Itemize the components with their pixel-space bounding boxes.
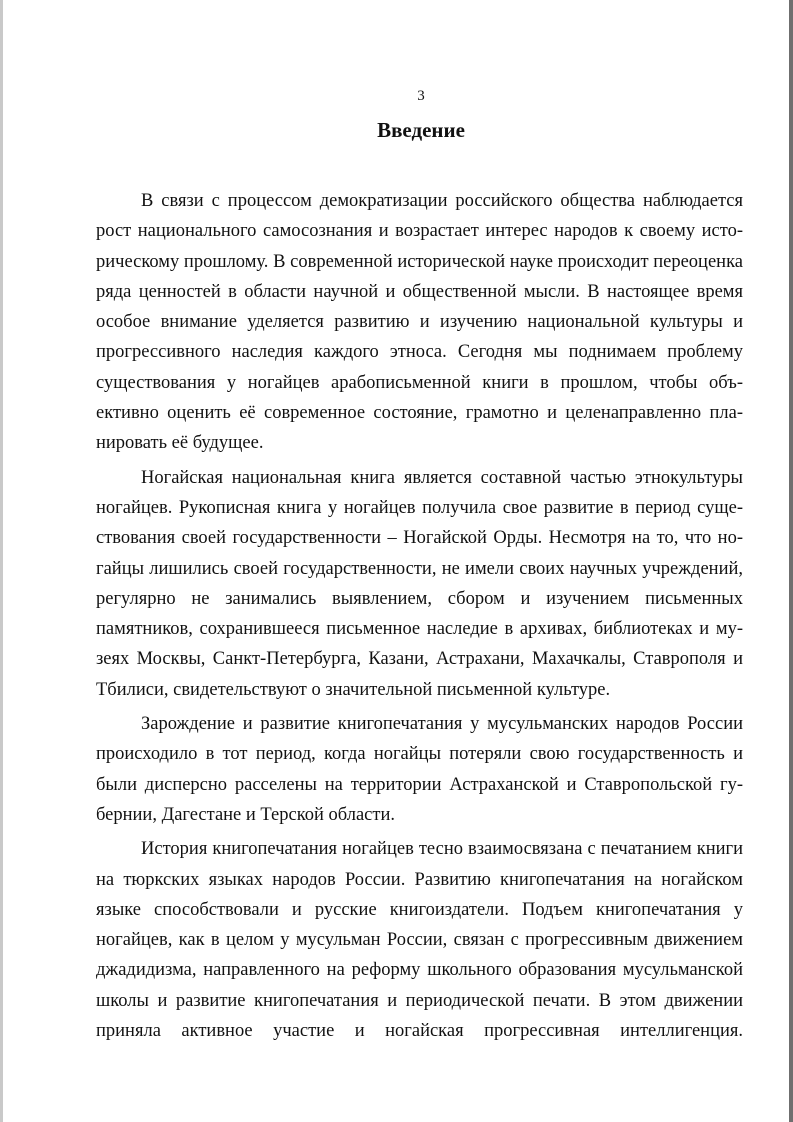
paragraph-3: Зарождение и развитие книгопечатания у мусульманских народов России происходило в тот период, когда ногайцы потеряли свою государственность и были дисперсно расселены на территории Астраханской и Ставропольской губернии, Дагестане и Терской области. [96, 714, 743, 825]
scan-edge-left [0, 0, 3, 1122]
scan-edge-right [789, 0, 793, 1122]
paragraph-1: В связи с процессом демократизации российского общества наблюдается рост национального самосознания и возрастает интерес народов к своему историческому прошлому. В современной исторической науке происходит переоценка ряда ценностей в области научной и общественной мысли. В настоящее время особое внимание уделяется развитию и изучению национальной культуры и прогрессивного наследия каждого этноса. Сегодня мы поднимаем проблему существования у ногайцев арабописьменной книги в прошлом, чтобы объективно оценить её современное состояние, грамотно и целенаправленно планировать её будущее. [96, 191, 743, 454]
document-body [96, 186, 743, 1046]
page-number: 3 [417, 88, 425, 104]
section-heading: Введение [377, 118, 465, 142]
paragraph-2: Ногайская национальная книга является составной частью этнокультуры ногайцев. Рукописная книга у ногайцев получила свое развитие в период существования своей государственности – Ногайской Орды. Несмотря на то, что ногайцы лишились своей государственности, не имели своих научных учреждений, регулярно не занимались выявлением, сбором и изучением письменных памятников, сохранившееся письменное наследие в архивах, библиотеках и музеях Москвы, Санкт-Петербурга, Казани, Астрахани, Махачкалы, Ставрополя и Тбилиси, свидетельствуют о значительной письменной культуре. [96, 467, 743, 700]
paragraph-4: История книгопечатания ногайцев тесно взаимосвязана с печатанием книги на тюркских языках народов России. Развитию книгопечатания на ногайском языке способствовали и русские книгоиздатели. Подъем книгопечатания у ногайцев, как в целом у мусульман России, связан с прогрессивным движением джадидизма, направленного на реформу школьного образования мусульманской школы и развитие книгопечатания и периодической печати. В этом движении приняла активное участие и ногайская прогрессивная интеллигенция. [96, 839, 743, 1042]
